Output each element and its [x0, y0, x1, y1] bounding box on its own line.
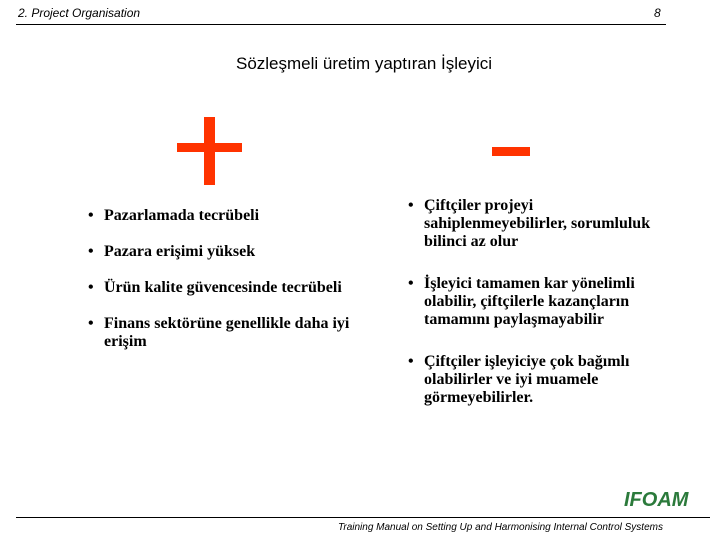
plus-icon-vertical: [204, 117, 215, 185]
list-item: • Finans sektörüne genellikle daha iyi erişim: [88, 315, 368, 351]
ifoam-logo: [624, 486, 694, 510]
list-item: • Pazarlamada tecrübeli: [88, 207, 368, 225]
ifoam-logo-text: IFOAM: [624, 489, 689, 510]
list-item: • İşleyici tamamen kar yönelimli olabilir, çiftçilerle kazançların tamamını paylaşmayabilir: [408, 275, 680, 329]
disadvantages-list: [408, 197, 680, 431]
list-item: • Pazara erişimi yüksek: [88, 243, 368, 261]
slide-title: Sözleşmeli üretim yaptıran İşleyici: [235, 54, 493, 73]
footer-text: Training Manual on Setting Up and Harmonising Internal Control Systems: [338, 522, 663, 533]
section-heading: 2. Project Organisation: [18, 6, 141, 20]
list-item: • Çiftçiler projeyi sahiplenmeyebilirler, sorumluluk bilinci az olur: [408, 197, 680, 251]
bottom-divider: [16, 517, 710, 518]
advantages-list: [88, 207, 368, 369]
list-item: • Çiftçiler işleyiciye çok bağımlı olabilirler ve iyi muamele görmeyebilirler.: [408, 353, 680, 407]
minus-icon: [492, 147, 530, 156]
page-number: 8: [654, 6, 661, 20]
top-divider: [16, 24, 666, 25]
list-item: • Ürün kalite güvencesinde tecrübeli: [88, 279, 368, 297]
